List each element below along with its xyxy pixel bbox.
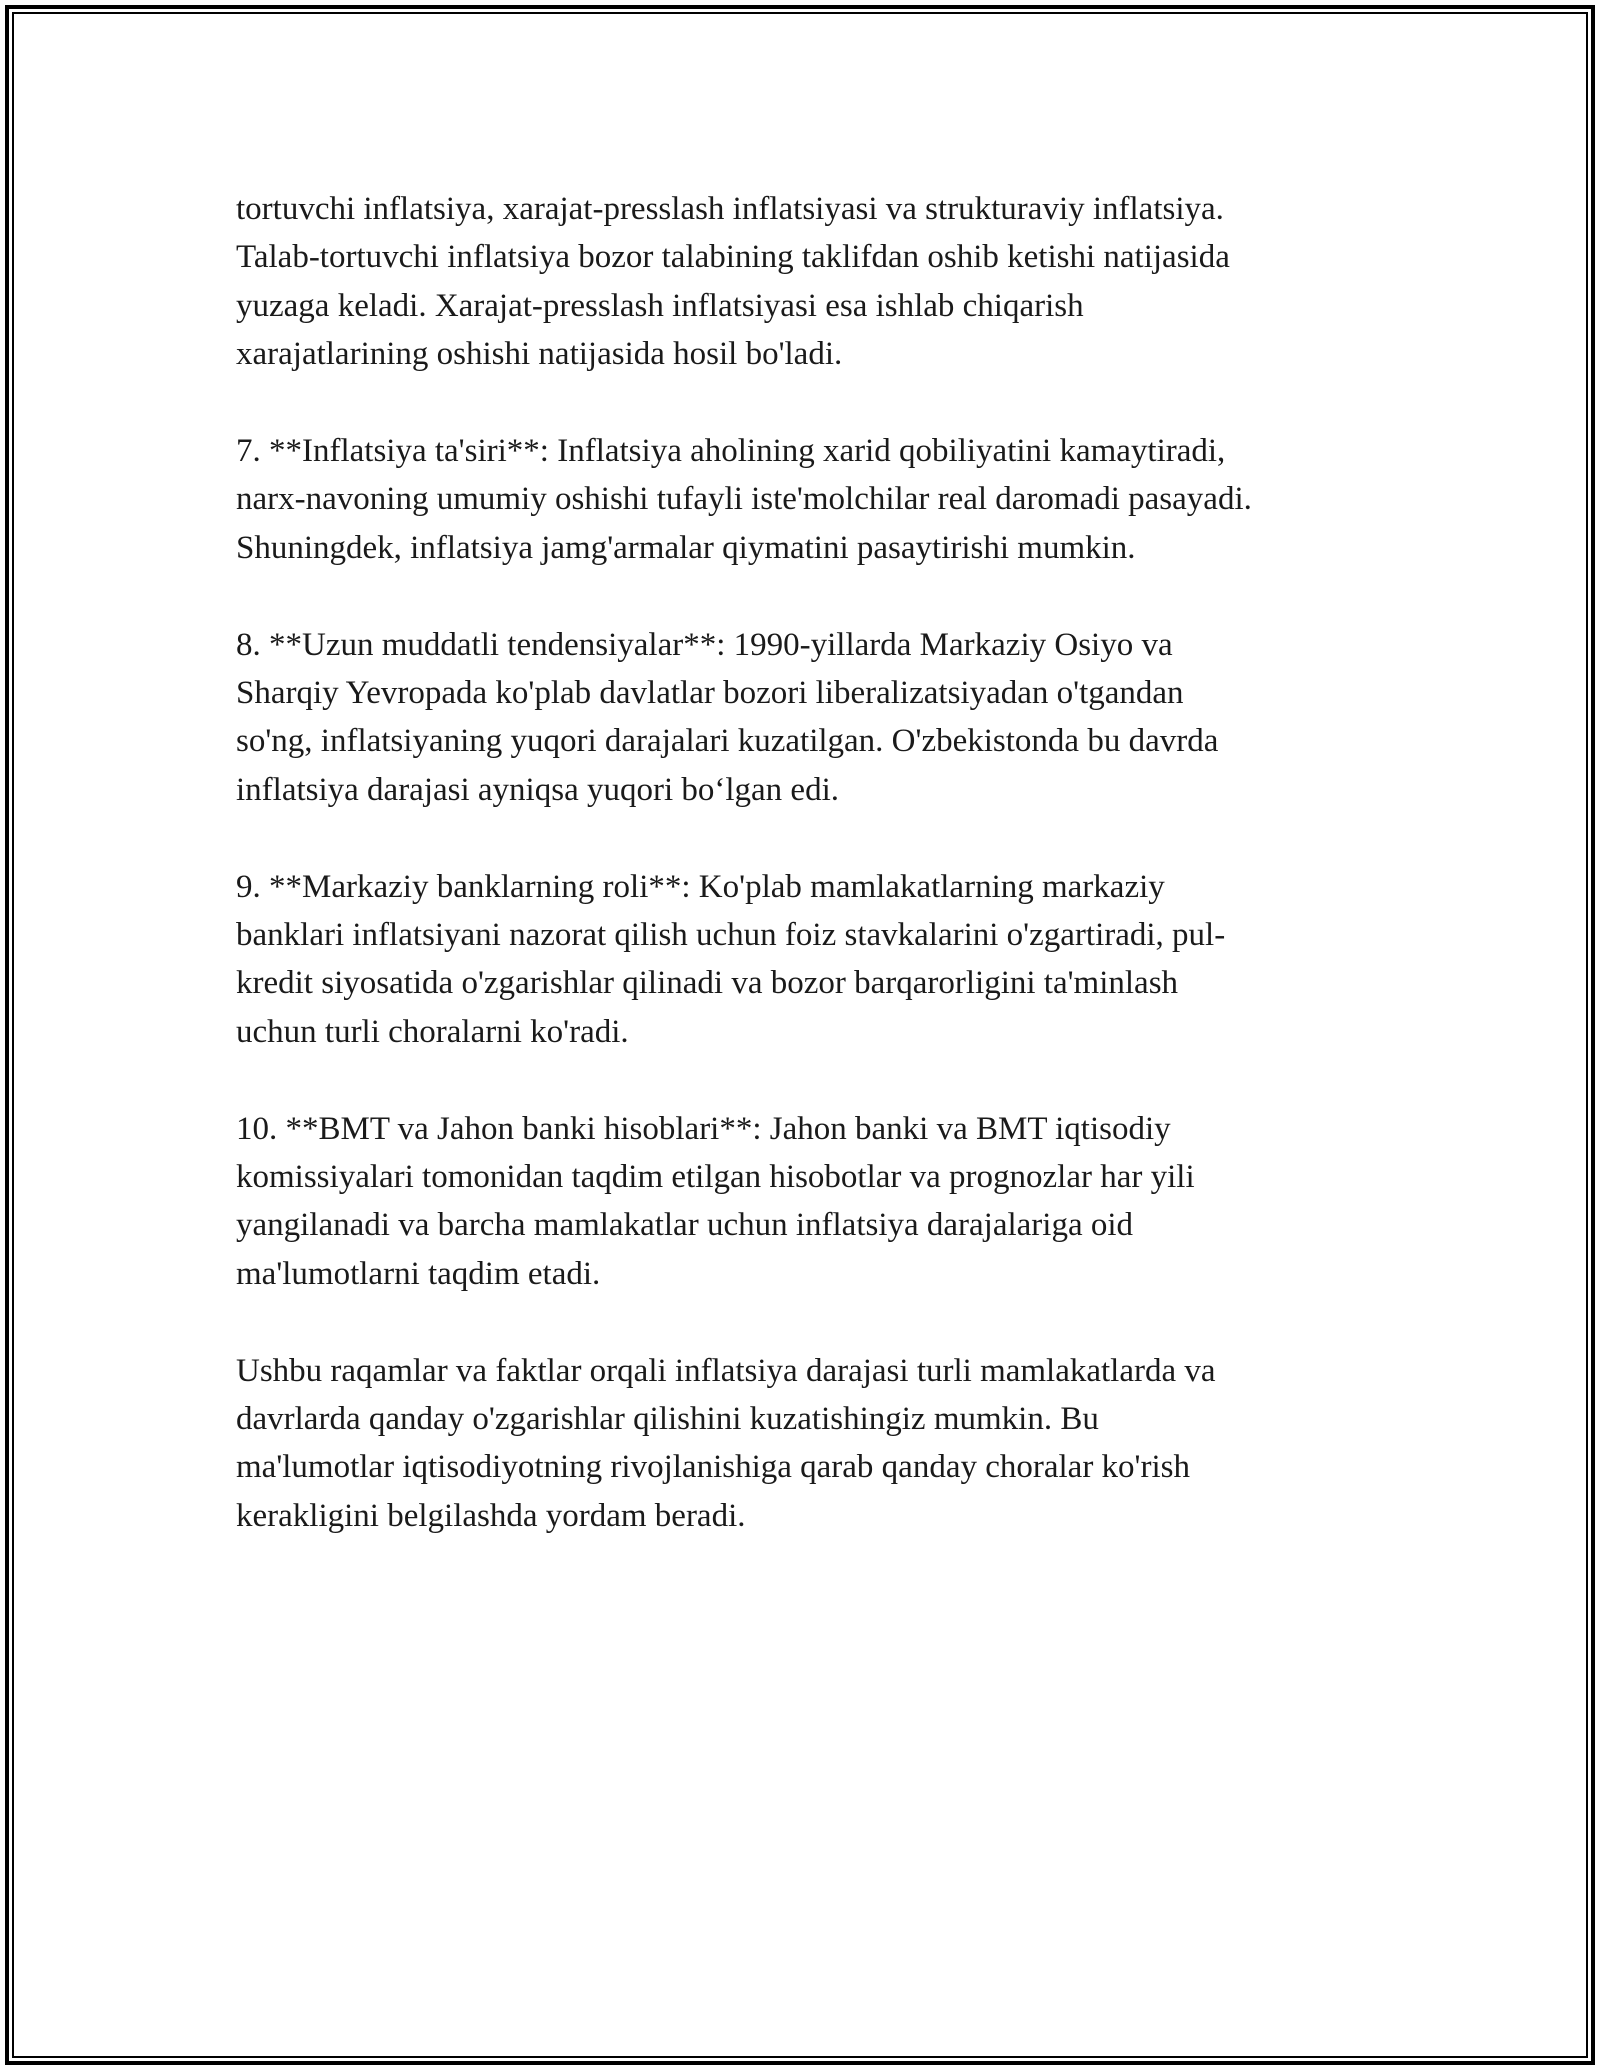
paragraph-central-banks-role: 9. **Markaziy banklarning roli**: Ko'plab mamlakatlarning markaziy banklari inflatsiyani nazorat qilish uchun foiz stavkalarini o'zgartiradi, pul- kredit siyosatida o'zgarishlar qilinadi va bozor barqarorligini ta'minlash uchun turli choralarni ko'radi.: [236, 868, 1226, 1050]
paragraph-un-world-bank-reports: 10. **BMT va Jahon banki hisoblari**: Jahon banki va BMT iqtisodiy komissiyalari tomonidan taqdim etilgan hisobotlar va prognozlar har yili yangilanadi va barcha mamlakatlar uchun inflatsiya darajalariga oid ma'lumotlarni taqdim etadi.: [236, 1110, 1195, 1292]
paragraph-long-term-trends: 8. **Uzun muddatli tendensiyalar**: 1990-yillarda Markaziy Osiyo va Sharqiy Yevropada ko'plab davlatlar bozori liberalizatsiyadan o'tgandan so'ng, inflatsiyaning yuqori darajalari kuzatilgan. O'zbekistonda bu davrda inflatsiya darajasi ayniqsa yuqori bo‘lgan edi.: [236, 626, 1219, 808]
paragraph-inflation-impact: 7. **Inflatsiya ta'siri**: Inflatsiya aholining xarid qobiliyatini kamaytiradi, narx-navoning umumiy oshishi tufayli iste'molchilar real daromadi pasayadi. Shuningdek, inflatsiya jamg'armalar qiymatini pasaytirishi mumkin.: [236, 433, 1252, 566]
paragraph-inflation-types: tortuvchi inflatsiya, xarajat-presslash inflatsiyasi va strukturaviy inflatsiya. Talab-tortuvchi inflatsiya bozor talabining taklifdan oshib ketishi natijasida yuzaga keladi. Xarajat-presslash inflatsiyasi esa ishlab chiqarish xarajatlarining oshishi natijasida hosil bo'ladi.: [236, 191, 1230, 373]
paragraph-conclusion: Ushbu raqamlar va faktlar orqali inflatsiya darajasi turli mamlakatlarda va davrlarda qanday o'zgarishlar qilishini kuzatishingiz mumkin. Bu ma'lumotlar iqtisodiyotning rivojlanishiga qarab qanday choralar ko'rish kerakligini belgilashda yordam beradi.: [236, 1352, 1216, 1534]
document-body: [236, 185, 1386, 1589]
